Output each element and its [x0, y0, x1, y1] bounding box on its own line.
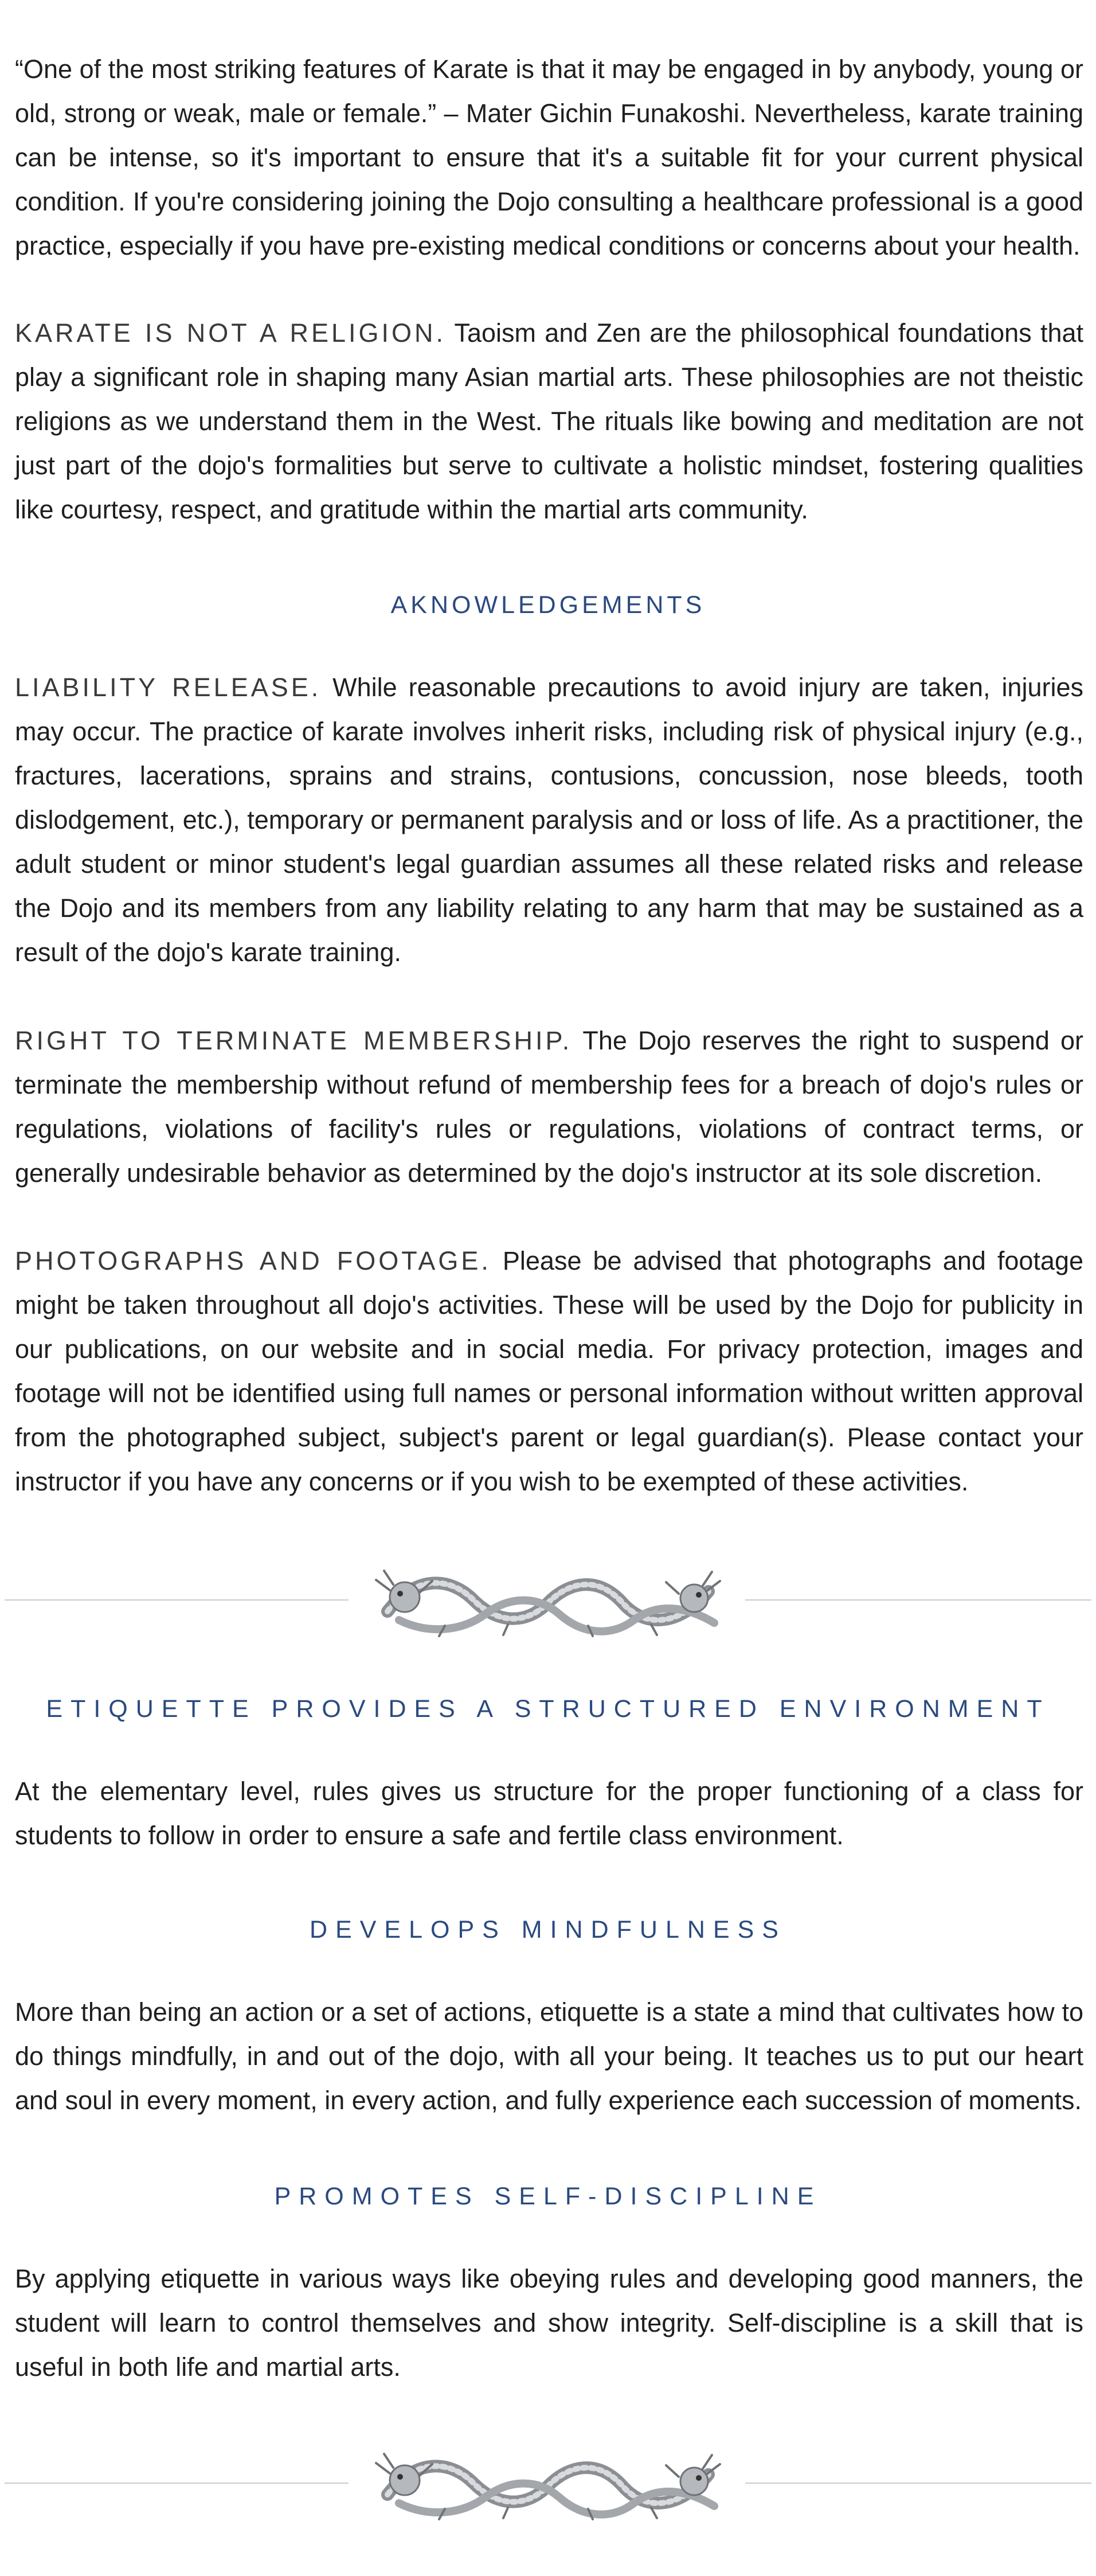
mindfulness-text: More than being an action or a set of actions, etiquette is a state a mind that cultivates how to do things mindfully, in and out of the dojo, with all your being. It teaches us to put our heart and soul in every moment, in every action, and fully experience each succession of moments. — [15, 1997, 1083, 2115]
discipline-text: By applying etiquette in various ways like obeying rules and developing good manners, the student will learn to control themselves and show integrity. Self-discipline is a skill that is useful in both life and martial arts. — [15, 2264, 1083, 2382]
intro-paragraph — [15, 47, 1083, 268]
discipline-paragraph — [15, 2257, 1083, 2389]
photos-lead: PHOTOGRAPHS AND FOOTAGE. — [15, 1246, 491, 1275]
terminate-lead: RIGHT TO TERMINATE MEMBERSHIP. — [15, 1026, 573, 1055]
terminate-paragraph — [15, 1018, 1083, 1195]
dragon-divider — [0, 1557, 1096, 1643]
religion-text: Taoism and Zen are the philosophical foundations that play a significant role in shaping many Asian martial arts. These philosophies are not theistic religions as we understand them in the West. The rituals like bowing and meditation are not just part of the dojo's formalities but serve to cultivate a holistic mindset, fostering qualities like courtesy, respect, and gratitude within the martial arts community. — [15, 318, 1083, 524]
divider-rule-left-bottom — [5, 2483, 349, 2484]
acknowledgements-heading: AKNOWLEDGEMENTS — [390, 591, 706, 619]
structure-heading: ETIQUETTE PROVIDES A STRUCTURED ENVIRONMENT — [46, 1695, 1050, 1723]
dragon-emblem-icon — [365, 1557, 731, 1643]
divider-rule-right-bottom — [745, 2483, 1091, 2484]
photos-paragraph — [15, 1239, 1083, 1504]
divider-rule-left — [5, 1599, 349, 1601]
liability-paragraph — [15, 665, 1083, 974]
religion-lead: KARATE IS NOT A RELIGION. — [15, 318, 447, 348]
photos-text: Please be advised that photographs and footage might be taken throughout all dojo's activities. These will be used by the Dojo for publicity in our publications, on our website and in social media. For privacy protection, images and footage will not be identified using full names or personal information without written approval from the photographed subject, subject's parent or legal guardian(s). Please contact your instructor if you have any concerns or if you wish to be exempted of these activities. — [15, 1246, 1083, 1496]
structure-text: At the elementary level, rules gives us structure for the proper functioning of a class for students to follow in order to ensure a safe and fertile class environment. — [15, 1777, 1083, 1850]
dragon-emblem-icon — [365, 2440, 731, 2526]
mindfulness-paragraph — [15, 1990, 1083, 2122]
dragon-divider-bottom — [0, 2440, 1096, 2526]
terminate-text: The Dojo reserves the right to suspend or terminate the membership without refund of membership fees for a breach of dojo's rules or regulations, violations of facility's rules or regulations, violations of contract terms, or generally undesirable behavior as determined by the dojo's instructor at its sole discretion. — [15, 1026, 1083, 1188]
liability-lead: LIABILITY RELEASE. — [15, 673, 322, 702]
intro-quote-text: “One of the most striking features of Karate is that it may be engaged in by anybody, young or old, strong or weak, male or female.” – Mater Gichin Funakoshi. Nevertheless, karate training can be intense, so it's important to ensure that it's a suitable fit for your current physical condition. If you're considering joining the Dojo consulting a healthcare professional is a good practice, especially if you have pre-existing medical conditions or concerns about your health. — [15, 54, 1083, 260]
liability-text: While reasonable precautions to avoid injury are taken, injuries may occur. The practice of karate involves inherit risks, including risk of physical injury (e.g., fractures, lacerations, sprains and strains, contusions, concussion, nose bleeds, tooth dislodgement, etc.), temporary or permanent paralysis and or loss of life. As a practitioner, the adult student or minor student's legal guardian assumes all these related risks and release the Dojo and its members from any liability relating to any harm that may be sustained as a result of the dojo's karate training. — [15, 673, 1083, 967]
structure-paragraph — [15, 1769, 1083, 1857]
religion-paragraph — [15, 311, 1083, 532]
divider-rule-right — [745, 1599, 1091, 1601]
discipline-heading: PROMOTES SELF-DISCIPLINE — [274, 2183, 822, 2210]
mindfulness-heading: DEVELOPS MINDFULNESS — [310, 1916, 786, 1943]
